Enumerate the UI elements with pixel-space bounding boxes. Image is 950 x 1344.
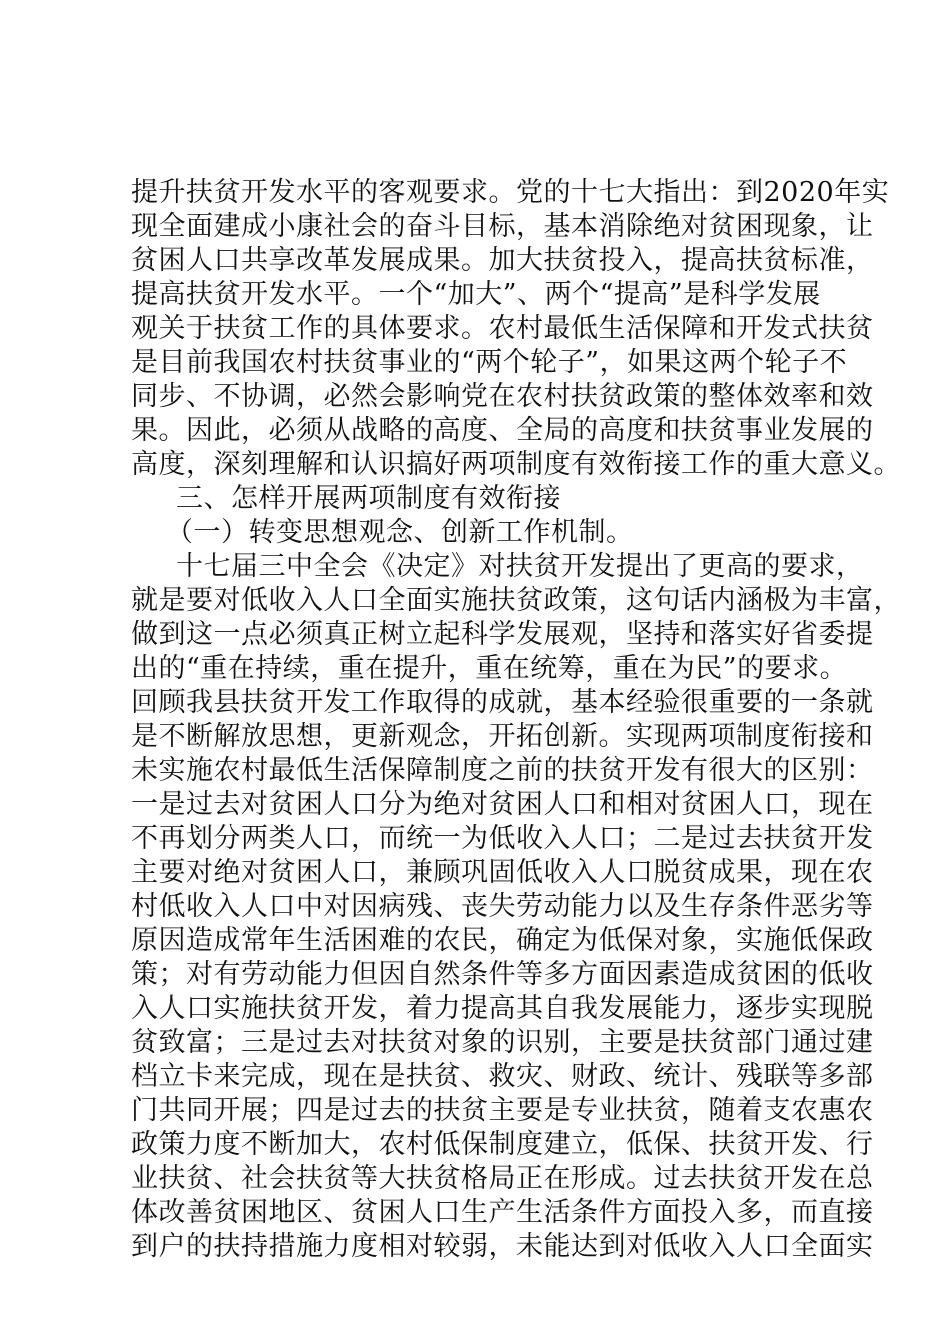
subsection-heading: （一）转变思想观念、创新工作机制。 — [166, 517, 634, 548]
paragraph-2-line-14: 入人口实施扶贫开发，着力提高其自我发展能力，逐步实现脱 — [131, 993, 874, 1024]
paragraph-2-line-3: 做到这一点必须真正树立起科学发展观，坚持和落实好省委提 — [131, 619, 874, 650]
paragraph-1-line-5: 观关于扶贫工作的具体要求。农村最低生活保障和开发式扶贫 — [131, 313, 874, 344]
paragraph-2-line-8: 一是过去对贫困人口分为绝对贫困人口和相对贫困人口，现在 — [131, 789, 874, 820]
paragraph-1-line-4: 提高扶贫开发水平。一个“加大”、两个“提高”是科学发展 — [131, 279, 821, 310]
paragraph-1-line-7: 同步、不协调，必然会影响党在农村扶贫政策的整体效率和效 — [131, 381, 874, 412]
paragraph-2-line-7: 未实施农村最低生活保障制度之前的扶贫开发有很大的区别： — [131, 755, 874, 786]
paragraph-2-line-16: 档立卡来完成，现在是扶贫、救灾、财政、统计、残联等多部 — [131, 1061, 874, 1092]
paragraph-2-line-1: 十七届三中全会《决定》对扶贫开发提出了更高的要求， — [176, 551, 864, 582]
paragraph-2-line-20: 体改善贫困地区、贫困人口生产生活条件方面投入多，而直接 — [131, 1197, 874, 1228]
paragraph-2-line-2: 就是要对低收入人口全面实施扶贫政策，这句话内涵极为丰富， — [131, 585, 901, 616]
paragraph-2-line-9: 不再划分两类人口，而统一为低收入人口；二是过去扶贫开发 — [131, 823, 874, 854]
paragraph-2-line-5: 回顾我县扶贫开发工作取得的成就，基本经验很重要的一条就 — [131, 687, 874, 718]
paragraph-2-line-19: 业扶贫、社会扶贫等大扶贫格局正在形成。过去扶贫开发在总 — [131, 1163, 874, 1194]
paragraph-2-line-15: 贫致富；三是过去对扶贫对象的识别，主要是扶贫部门通过建 — [131, 1027, 874, 1058]
paragraph-2-line-21: 到户的扶持措施力度相对较弱，未能达到对低收入人口全面实 — [131, 1231, 874, 1262]
paragraph-1-line-8: 果。因此，必须从战略的高度、全局的高度和扶贫事业发展的 — [131, 415, 874, 446]
paragraph-2-line-17: 门共同开展；四是过去的扶贫主要是专业扶贫，随着支农惠农 — [131, 1095, 874, 1126]
paragraph-2-line-11: 村低收入人口中对因病残、丧失劳动能力以及生存条件恶劣等 — [131, 891, 874, 922]
paragraph-1-line-3: 贫困人口共享改革发展成果。加大扶贫投入，提高扶贫标准， — [131, 245, 874, 276]
paragraph-1-line-2: 现全面建成小康社会的奋斗目标，基本消除绝对贫困现象，让 — [131, 211, 874, 242]
paragraph-1-line-1: 提升扶贫开发水平的客观要求。党的十七大指出：到2020年实 — [131, 177, 890, 208]
paragraph-2-line-4: 出的“重在持续，重在提升，重在统筹，重在为民”的要求。 — [131, 653, 848, 684]
paragraph-2-line-18: 政策力度不断加大，农村低保制度建立，低保、扶贫开发、行 — [131, 1129, 874, 1160]
paragraph-2-line-12: 原因造成常年生活困难的农民，确定为低保对象，实施低保政 — [131, 925, 874, 956]
section-heading: 三、怎样开展两项制度有效衔接 — [176, 483, 561, 514]
paragraph-2-line-13: 策；对有劳动能力但因自然条件等多方面因素造成贫困的低收 — [131, 959, 874, 990]
paragraph-1-line-6: 是目前我国农村扶贫事业的“两个轮子”，如果这两个轮子不 — [131, 347, 848, 378]
paragraph-1-line-9: 高度，深刻理解和认识搞好两项制度有效衔接工作的重大意义。 — [131, 449, 901, 480]
paragraph-2-line-10: 主要对绝对贫困人口，兼顾巩固低收入人口脱贫成果，现在农 — [131, 857, 874, 888]
paragraph-2-line-6: 是不断解放思想，更新观念，开拓创新。实现两项制度衔接和 — [131, 721, 874, 752]
